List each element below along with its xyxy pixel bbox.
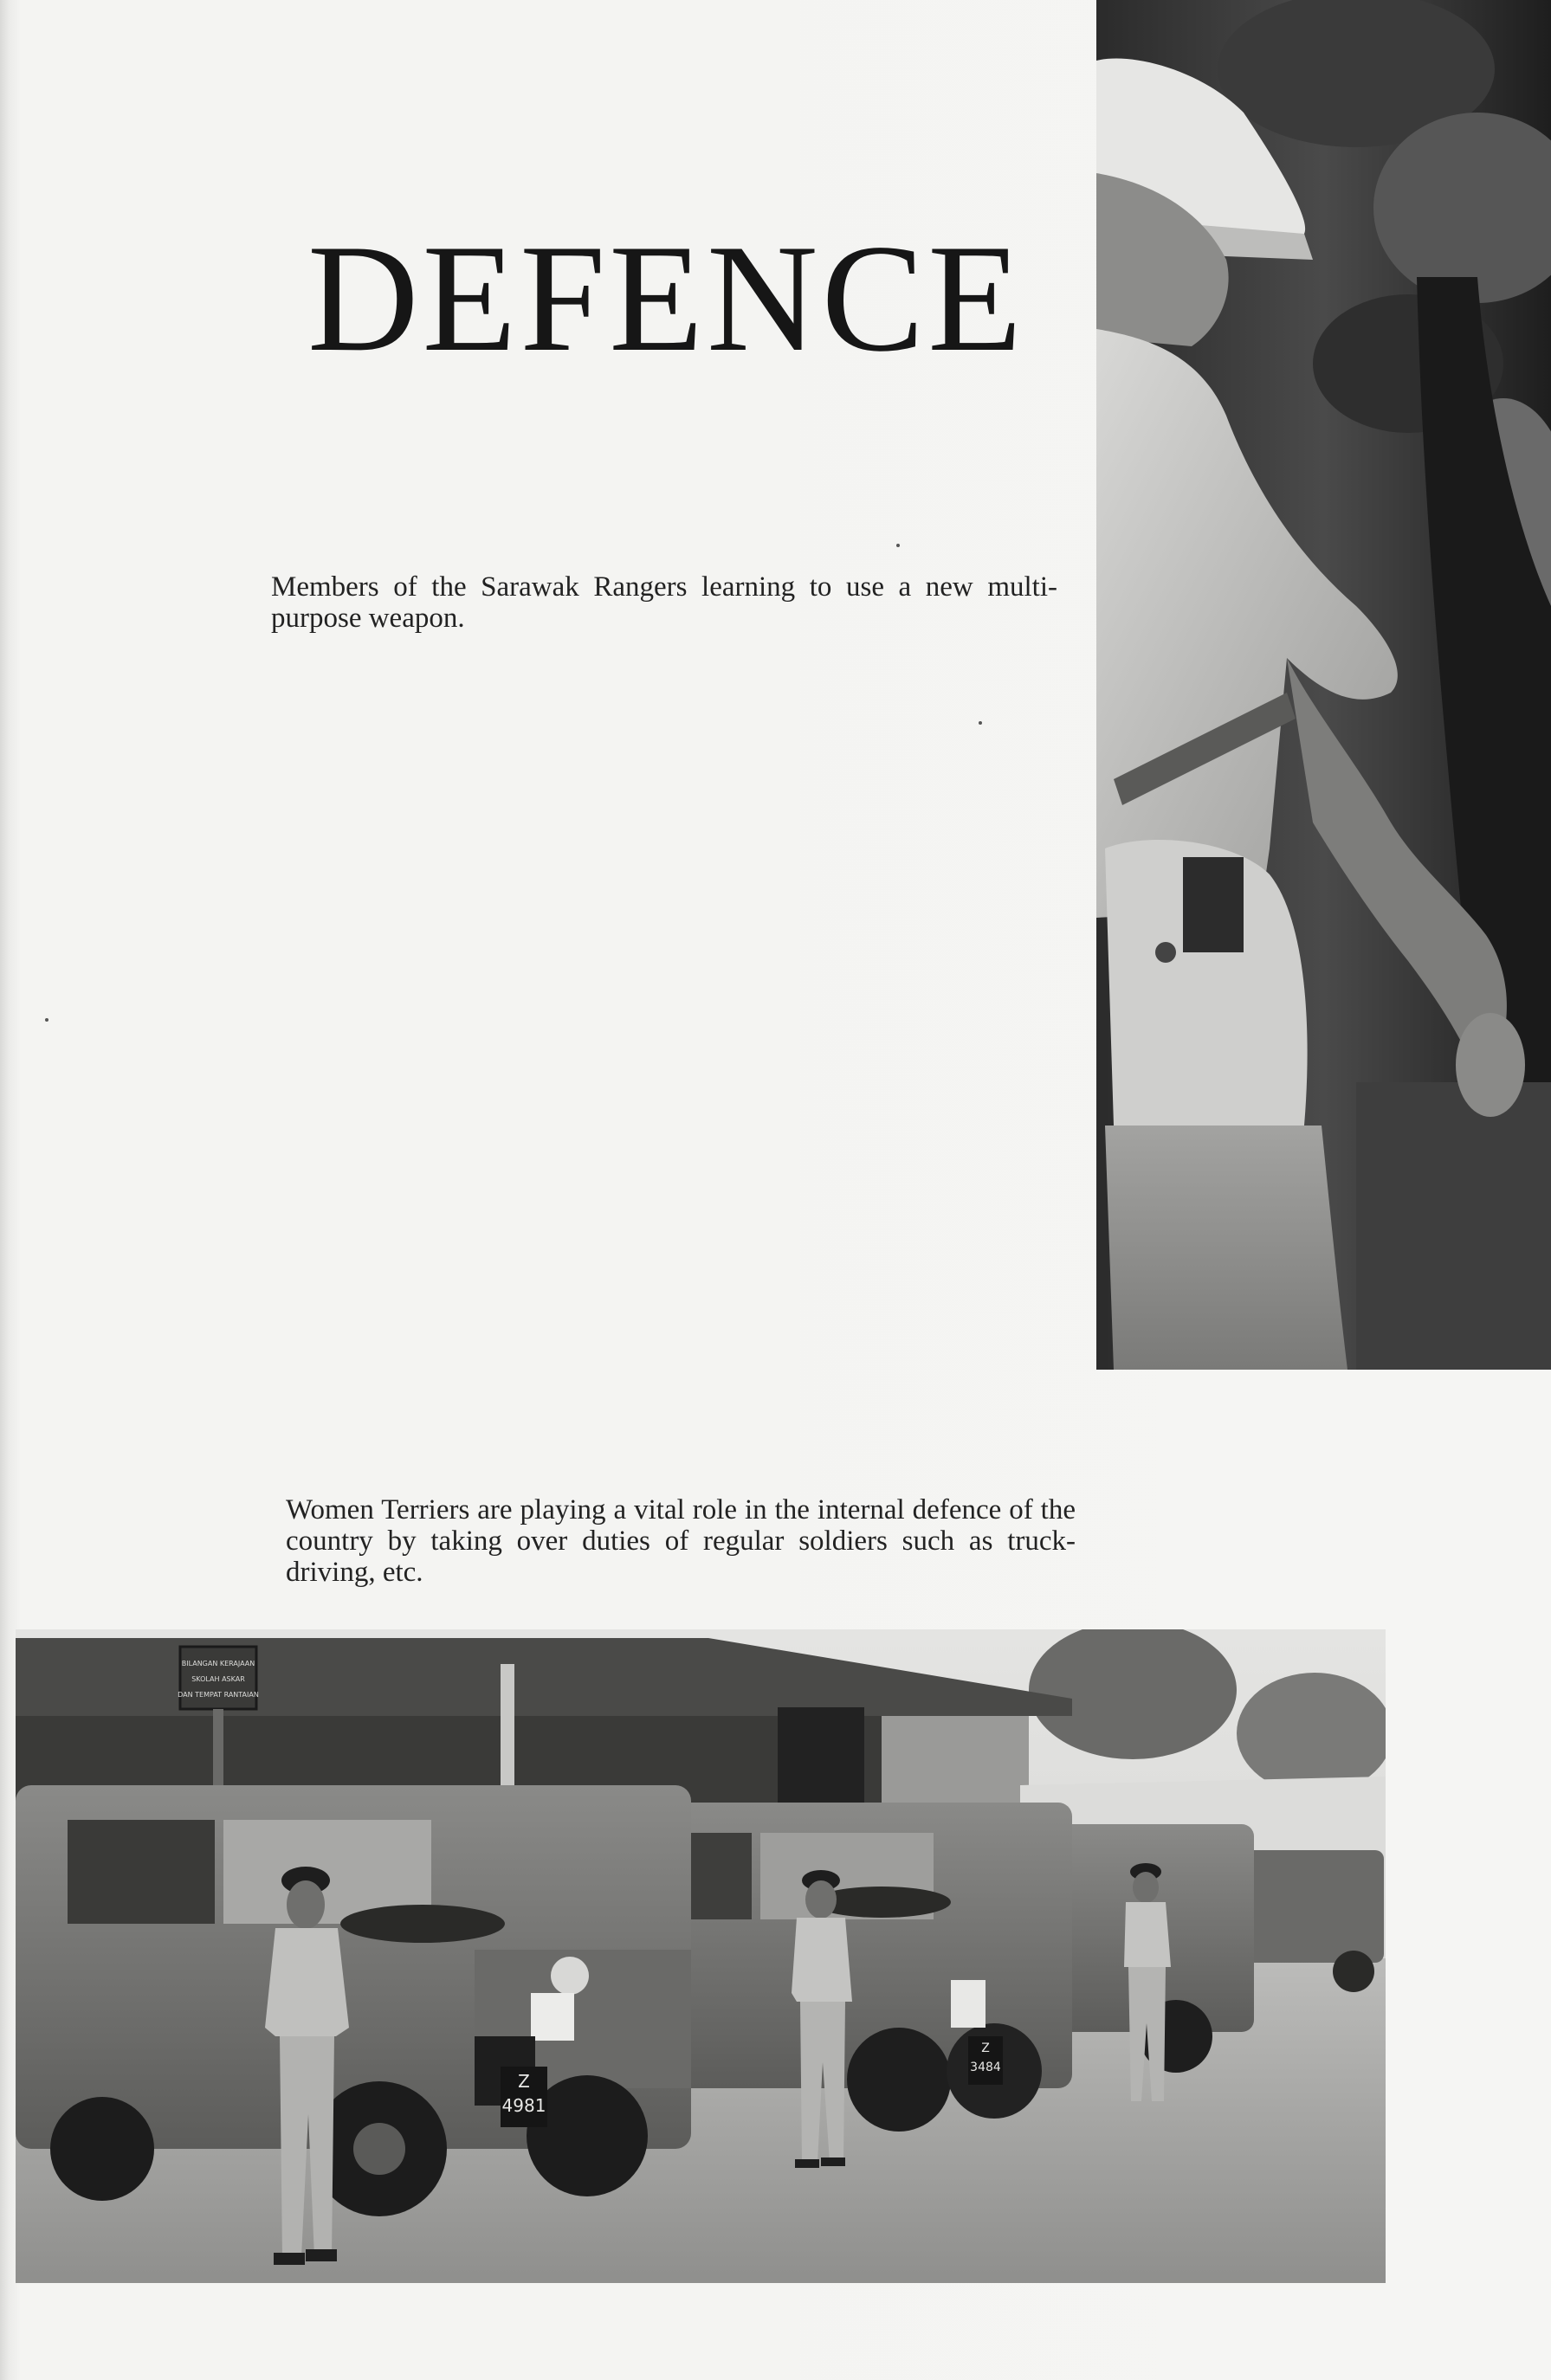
scan-speck — [45, 1018, 48, 1022]
ranger-photo-illustration — [1096, 0, 1551, 1370]
page-title: DEFENCE — [307, 212, 1025, 384]
signboard-text: DAN TEMPAT RANTAIAN — [178, 1691, 259, 1699]
licence-plate-text: 3484 — [970, 2061, 1001, 2074]
licence-plate-text: Z — [518, 2071, 530, 2092]
terriers-photo-caption: Women Terriers are playing a vital role in the internal defence of the country by taking over duties of regular soldiers such as truck-driving, etc. — [286, 1494, 1076, 1588]
licence-plate-text: Z — [981, 2041, 990, 2055]
scan-speck — [979, 721, 982, 725]
ranger-photograph — [1096, 0, 1551, 1370]
ranger-photo-caption: Members of the Sarawak Rangers learning to use a new multi-purpose weapon. — [271, 571, 1057, 634]
licence-plate-text: 4981 — [501, 2095, 546, 2116]
signboard-text: SKOLAH ASKAR — [191, 1675, 245, 1683]
scan-speck — [896, 544, 900, 547]
signboard-text: BILANGAN KERAJAAN — [181, 1660, 255, 1667]
terriers-photograph — [16, 1629, 1386, 2283]
terriers-photo-illustration — [16, 1629, 1386, 2283]
